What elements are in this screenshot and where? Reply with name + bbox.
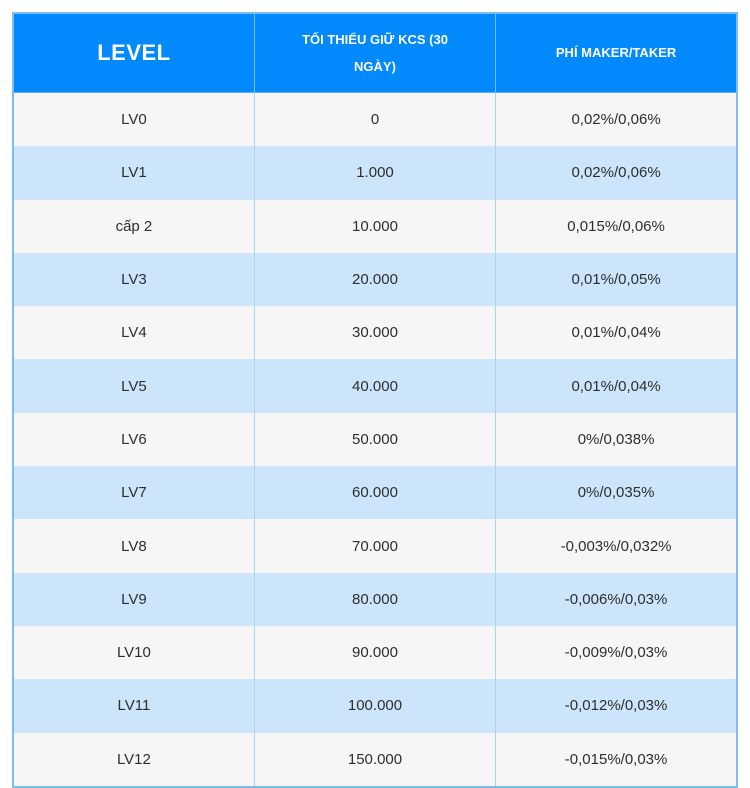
min-kcs-cell: 100.000 xyxy=(254,679,495,732)
header-min-kcs: TỐI THIỂU GIỮ KCS (30 NGÀY) xyxy=(254,13,495,93)
table-row xyxy=(13,519,737,572)
table-row xyxy=(13,253,737,306)
table-row xyxy=(13,413,737,466)
level-cell: LV7 xyxy=(121,484,147,502)
level-cell: LV6 xyxy=(121,430,147,448)
table-row xyxy=(13,733,737,787)
min-kcs-cell: 80.000 xyxy=(254,573,495,626)
min-kcs-cell: 40.000 xyxy=(254,359,495,412)
fee-cell: 0,01%/0,04% xyxy=(496,359,737,412)
fee-cell: -0,003%/0,032% xyxy=(496,519,737,572)
min-kcs-cell: 10.000 xyxy=(254,200,495,253)
table-row xyxy=(13,93,737,147)
fee-cell: 0%/0,035% xyxy=(496,466,737,519)
header-level: LEVEL xyxy=(13,13,254,93)
table-header xyxy=(13,13,737,93)
table-row xyxy=(13,679,737,732)
level-cell: LV3 xyxy=(121,271,147,289)
table-row xyxy=(13,306,737,359)
fee-cell: 0,02%/0,06% xyxy=(496,93,737,147)
table-row xyxy=(13,359,737,412)
min-kcs-cell: 60.000 xyxy=(254,466,495,519)
min-kcs-cell: 70.000 xyxy=(254,519,495,572)
min-kcs-cell: 50.000 xyxy=(254,413,495,466)
fee-tier-table xyxy=(12,12,738,788)
table-row xyxy=(13,146,737,199)
table-row xyxy=(13,626,737,679)
level-cell: LV4 xyxy=(121,324,147,342)
level-cell: LV1 xyxy=(121,164,147,182)
table-row xyxy=(13,573,737,626)
table-row xyxy=(13,466,737,519)
min-kcs-cell: 30.000 xyxy=(254,306,495,359)
fee-cell: 0,01%/0,04% xyxy=(496,306,737,359)
header-maker-taker-fee: PHÍ MAKER/TAKER xyxy=(496,13,737,93)
level-cell: LV12 xyxy=(116,750,151,768)
min-kcs-cell: 0 xyxy=(254,93,495,147)
level-cell: cấp 2 xyxy=(115,217,153,235)
fee-cell: 0%/0,038% xyxy=(496,413,737,466)
fee-cell: -0,009%/0,03% xyxy=(496,626,737,679)
min-kcs-cell: 1.000 xyxy=(254,146,495,199)
header-row xyxy=(13,13,737,93)
level-cell: LV11 xyxy=(117,697,151,715)
min-kcs-cell: 150.000 xyxy=(254,733,495,787)
table-body xyxy=(13,93,737,787)
fee-cell: 0,015%/0,06% xyxy=(496,200,737,253)
fee-cell: -0,015%/0,03% xyxy=(496,733,737,787)
level-cell: LV8 xyxy=(121,537,147,555)
fee-cell: -0,012%/0,03% xyxy=(496,679,737,732)
level-cell: LV10 xyxy=(116,644,151,662)
level-cell: LV5 xyxy=(121,377,147,395)
table-row xyxy=(13,200,737,253)
level-cell: LV9 xyxy=(121,590,147,608)
min-kcs-cell: 20.000 xyxy=(254,253,495,306)
min-kcs-cell: 90.000 xyxy=(254,626,495,679)
fee-cell: -0,006%/0,03% xyxy=(496,573,737,626)
fee-cell: 0,01%/0,05% xyxy=(496,253,737,306)
fee-cell: 0,02%/0,06% xyxy=(496,146,737,199)
level-cell: LV0 xyxy=(121,111,147,129)
